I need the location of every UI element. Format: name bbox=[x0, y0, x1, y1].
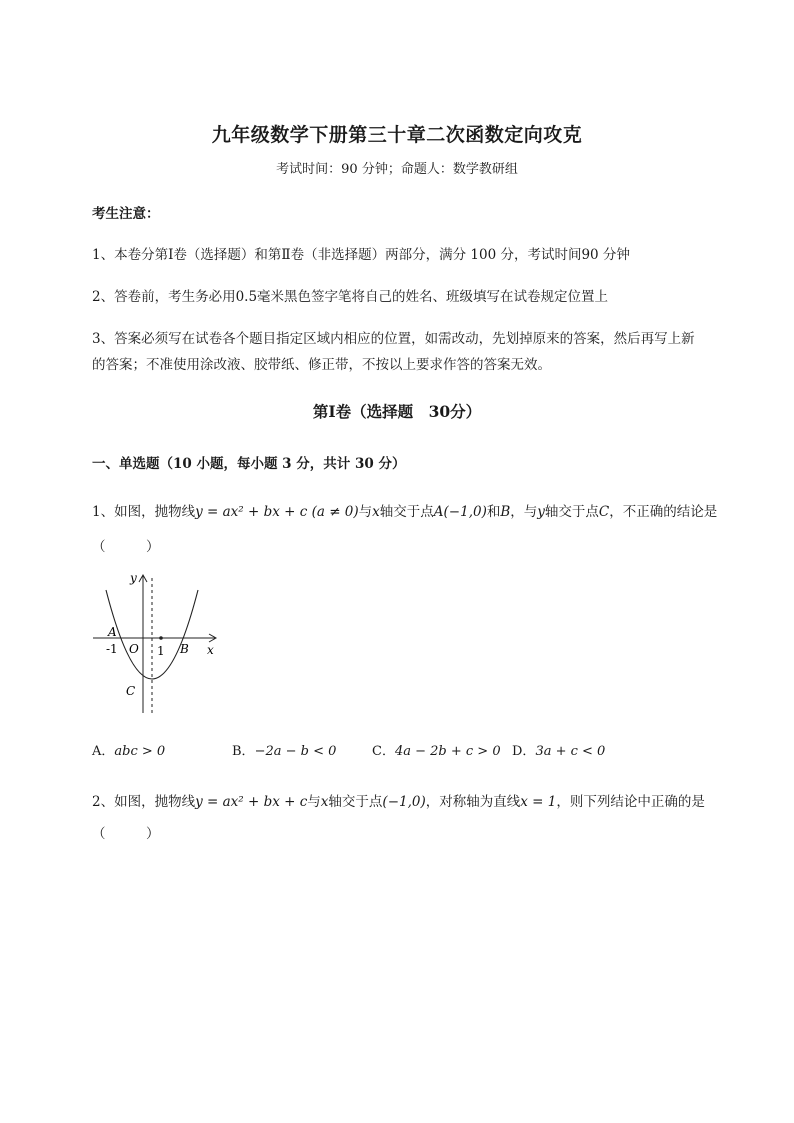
q1-option-d[interactable] bbox=[512, 740, 605, 759]
option-c-expr: 4a − 2b + c > 0 bbox=[394, 744, 501, 759]
page-title: 九年级数学下册第三十章二次函数定向攻克 bbox=[211, 124, 583, 146]
part-heading: 一、单选题（10 小题，每小题 3 分，共计 30 分） bbox=[92, 456, 406, 472]
notice-item-1: 1、本卷分第I卷（选择题）和第Ⅱ卷（非选择题）两部分，满分 100 分，考试时间90 分钟 bbox=[92, 247, 630, 263]
q1-stem-suffix: ，不正确的结论是 bbox=[609, 504, 718, 520]
point-a-label: A bbox=[108, 625, 117, 639]
q1-option-b[interactable] bbox=[232, 740, 336, 759]
q1-stem-mid5: 轴交于点 bbox=[544, 504, 599, 520]
q2-var-x: x bbox=[320, 794, 329, 810]
point-c-label: C bbox=[126, 684, 136, 698]
notice-item-3: 3、答案必须写在试卷各个题目指定区域内相应的位置，如需改动，先划掉原来的答案，然后再写上新 bbox=[92, 331, 695, 347]
option-b-expr: −2a − b < 0 bbox=[254, 744, 337, 759]
q1-option-a[interactable] bbox=[92, 740, 165, 759]
q2-stem-prefix: 2、如图，抛物线 bbox=[92, 794, 196, 810]
notice-heading: 考生注意： bbox=[92, 206, 160, 222]
option-d-expr: 3a + c < 0 bbox=[535, 744, 606, 759]
q1-point-c: C bbox=[598, 504, 610, 520]
one-label: 1 bbox=[157, 644, 165, 658]
q2-stem-mid2: 轴交于点 bbox=[328, 794, 383, 810]
notice-item-2: 2、答卷前，考生务必用0.5毫米黑色签字笔将自己的姓名、班级填写在试卷规定位置上 bbox=[92, 289, 609, 305]
q1-stem-prefix: 1、如图，抛物线 bbox=[92, 504, 196, 520]
q2-answer-blank: （ ） bbox=[92, 826, 160, 842]
question-1-stem bbox=[92, 500, 717, 520]
q2-axis-eq: x = 1 bbox=[520, 794, 557, 810]
q1-point-b: B bbox=[500, 504, 511, 520]
point-b-label: B bbox=[180, 642, 189, 656]
q1-stem-mid4: ，与 bbox=[510, 504, 538, 520]
q2-formula: y = ax² + bx + c bbox=[195, 794, 308, 810]
notice-item-3-cont: 的答案；不准使用涂改液、胶带纸、修正带，不按以上要求作答的答案无效。 bbox=[92, 357, 551, 373]
q1-formula: y = ax² + bx + c (a ≠ 0) bbox=[195, 504, 359, 520]
origin-label: O bbox=[129, 642, 139, 656]
tick-point-one bbox=[159, 636, 163, 640]
q1-stem-mid2: 轴交于点 bbox=[379, 504, 434, 520]
q2-stem-suffix: ，则下列结论中正确的是 bbox=[556, 794, 705, 810]
x-axis-label: x bbox=[207, 643, 214, 657]
neg-one-label: -1 bbox=[106, 642, 118, 656]
y-axis-label: y bbox=[130, 571, 137, 585]
option-b-letter: B． bbox=[232, 744, 255, 759]
option-a-letter: A． bbox=[92, 744, 115, 759]
section-title: 第I卷（选择题 30分） bbox=[312, 402, 482, 421]
option-a-expr: abc > 0 bbox=[114, 744, 166, 759]
q1-point-a: A(−1,0) bbox=[433, 504, 487, 520]
q1-answer-blank: （ ） bbox=[92, 539, 160, 555]
q1-var-x: x bbox=[372, 504, 380, 520]
q1-option-c[interactable] bbox=[372, 740, 501, 759]
exam-info: 考试时间：90 分钟；命题人：数学教研组 bbox=[276, 162, 518, 177]
q2-point: (−1,0) bbox=[382, 794, 426, 810]
q2-stem-mid3: ，对称轴为直线 bbox=[425, 794, 521, 810]
q1-parabola-figure bbox=[90, 568, 225, 718]
q1-stem-mid3: 和 bbox=[486, 504, 501, 520]
option-d-letter: D． bbox=[512, 744, 536, 759]
q2-stem-mid1: 与 bbox=[307, 794, 321, 810]
option-c-letter: C． bbox=[372, 744, 395, 759]
q1-stem-mid1: 与 bbox=[358, 504, 373, 520]
question-2-stem bbox=[92, 790, 705, 810]
q1-var-y: y bbox=[537, 504, 545, 520]
